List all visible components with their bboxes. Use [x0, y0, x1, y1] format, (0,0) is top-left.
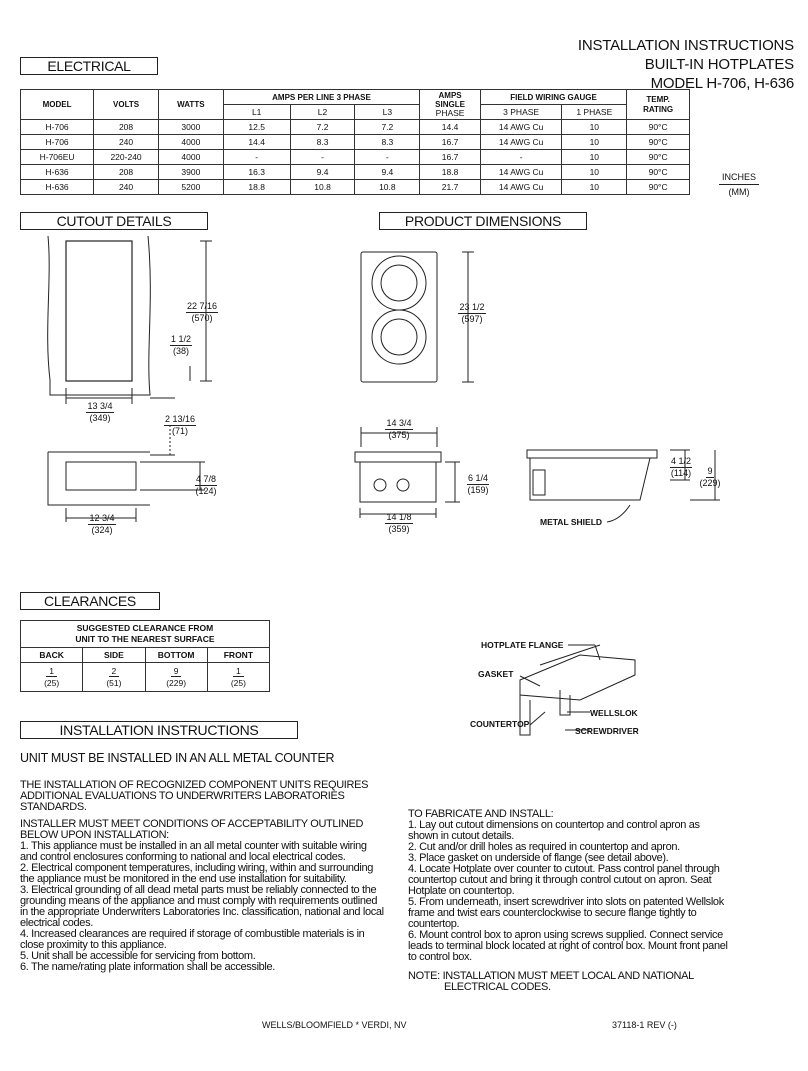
- table-cell: 14 AWG Cu: [480, 180, 562, 195]
- label-metal-shield: METAL SHIELD: [540, 517, 603, 527]
- col-l3: L3: [355, 105, 420, 120]
- col-watts: WATTS: [158, 90, 223, 120]
- step-4: 4. Locate Hotplate over counter to cutout. Pass control panel through countertop cutout and bring it through control cutout on apron. Seat Hotplate on countertop.: [408, 863, 720, 897]
- table-cell: 220-240: [94, 150, 159, 165]
- dim-apron-width: 12 3/4 (324): [89, 513, 115, 535]
- section-clearances: CLEARANCES: [20, 592, 160, 610]
- table-cell: 18.8: [223, 180, 290, 195]
- dim-control-box-height: 6 1/4 (159): [467, 473, 489, 495]
- condition-2: 2. Electrical component temperatures, including wiring, within and surrounding the appliance must be monitored in the end use installation for suitability.: [20, 862, 374, 885]
- title-line-1: INSTALLATION INSTRUCTIONS: [577, 37, 794, 54]
- install-para-2: INSTALLER MUST MEET CONDITIONS OF ACCEPTABILITY OUTLINED BELOW UPON INSTALLATION:: [20, 818, 364, 841]
- table-cell: 14.4: [420, 120, 481, 135]
- table-cell: 12.5: [223, 120, 290, 135]
- table-cell: H-636: [21, 165, 94, 180]
- install-heading: UNIT MUST BE INSTALLED IN AN ALL METAL COUNTER: [20, 751, 335, 765]
- title-line-3: MODEL H-706, H-636: [650, 75, 794, 92]
- footer-doc-number: 37118-1 REV (-): [612, 1020, 677, 1030]
- fabricate-instructions: [408, 809, 728, 993]
- table-cell: 10: [562, 150, 627, 165]
- clr-back: 1 (25): [21, 663, 83, 692]
- col-l1: L1: [223, 105, 290, 120]
- table-cell: H-636: [21, 180, 94, 195]
- condition-5: 5. Unit shall be accessible for servicing from bottom.: [20, 950, 256, 962]
- dim-side-small: 4 1/2 (114): [670, 456, 692, 478]
- condition-6: 6. The name/rating plate information shall be accessible.: [20, 961, 276, 973]
- table-cell: 3900: [158, 165, 223, 180]
- dim-cutout-width: 13 3/4 (349): [87, 401, 113, 423]
- table-cell: 3000: [158, 120, 223, 135]
- table-cell: H-706: [21, 135, 94, 150]
- dim-product-length: 23 1/2 (597): [459, 302, 485, 324]
- table-cell: 5200: [158, 180, 223, 195]
- condition-3: 3. Electrical grounding of all dead metal parts must be reliably connected to the grounding means of the appliance and must comply with requirements outlined in the appropriate Underwriters Laboratories Inc. classification, national and local electrical codes.: [20, 884, 384, 929]
- clr-front: 1 (25): [207, 663, 269, 692]
- table-cell: 9.4: [290, 165, 355, 180]
- table-cell: 90°C: [627, 165, 690, 180]
- clr-col-back: BACK: [21, 648, 83, 663]
- col-field-wiring: FIELD WIRING GAUGE: [480, 90, 626, 105]
- dim-cutout-offset: 2 13/16 (71): [164, 414, 196, 436]
- table-cell: 7.2: [355, 120, 420, 135]
- table-cell: 10: [562, 135, 627, 150]
- install-para-1: THE INSTALLATION OF RECOGNIZED COMPONENT UNITS REQUIRES ADDITIONAL EVALUATIONS TO UNDERWRITERS LABORATORIES STANDARDS.: [20, 779, 369, 813]
- step-5: 5. From underneath, insert screwdriver into slots on patented Wellslok frame and twist ears counterclockwise to secure flange tightly to countertop.: [408, 896, 724, 930]
- section-cutout-details: CUTOUT DETAILS: [20, 212, 208, 230]
- table-cell: 8.3: [290, 135, 355, 150]
- table-cell: 16.3: [223, 165, 290, 180]
- footer-company: WELLS/BLOOMFIELD * VERDI, NV: [262, 1020, 407, 1030]
- table-cell: 4000: [158, 135, 223, 150]
- table-cell: 14 AWG Cu: [480, 165, 562, 180]
- section-product-dimensions: PRODUCT DIMENSIONS: [379, 212, 587, 230]
- install-note: NOTE: INSTALLATION MUST MEET LOCAL AND NATIONAL ELECTRICAL CODES.: [408, 970, 694, 993]
- table-cell: 21.7: [420, 180, 481, 195]
- table-cell: 14 AWG Cu: [480, 135, 562, 150]
- table-cell: 208: [94, 120, 159, 135]
- table-cell: 240: [94, 180, 159, 195]
- clearances-header: SUGGESTED CLEARANCE FROM UNIT TO THE NEAREST SURFACE: [21, 621, 270, 648]
- step-6: 6. Mount control box to apron using screws supplied. Connect service leads to terminal block located at right of control box. Mount front panel to control box.: [408, 929, 728, 963]
- table-cell: 14.4: [223, 135, 290, 150]
- clr-col-bottom: BOTTOM: [145, 648, 207, 663]
- table-cell: 90°C: [627, 135, 690, 150]
- units-mm: (MM): [728, 187, 750, 197]
- table-cell: -: [355, 150, 420, 165]
- step-1: 1. Lay out cutout dimensions on countertop and control apron as shown in cutout details.: [408, 819, 700, 842]
- col-model: MODEL: [21, 90, 94, 120]
- fabricate-heading: TO FABRICATE AND INSTALL:: [408, 808, 554, 820]
- table-cell: 240: [94, 135, 159, 150]
- col-3phase: 3 PHASE: [480, 105, 562, 120]
- units-inches: INCHES: [719, 172, 759, 185]
- table-cell: 90°C: [627, 120, 690, 135]
- install-conditions: [20, 780, 385, 973]
- dim-product-width: 14 3/4 (375): [386, 418, 412, 440]
- section-installation-instructions: INSTALLATION INSTRUCTIONS: [20, 721, 298, 739]
- table-cell: 16.7: [420, 135, 481, 150]
- label-gasket: GASKET: [478, 669, 514, 679]
- clr-col-side: SIDE: [83, 648, 145, 663]
- table-cell: 9.4: [355, 165, 420, 180]
- col-volts: VOLTS: [94, 90, 159, 120]
- label-screwdriver: SCREWDRIVER: [575, 726, 639, 736]
- step-3: 3. Place gasket on underside of flange (see detail above).: [408, 852, 669, 864]
- col-amps-single: AMPS SINGLE PHASE: [420, 90, 481, 120]
- dim-cutout-corner: 1 1/2 (38): [170, 334, 192, 356]
- table-cell: 10: [562, 180, 627, 195]
- dim-side-total: 9 (229): [699, 466, 721, 488]
- col-temp-rating: TEMP. RATING: [627, 90, 690, 120]
- section-electrical: ELECTRICAL: [20, 57, 158, 75]
- table-cell: -: [290, 150, 355, 165]
- clr-col-front: FRONT: [207, 648, 269, 663]
- dim-cutout-height: 22 7/16 (570): [186, 301, 218, 323]
- step-2: 2. Cut and/or drill holes as required in countertop and apron.: [408, 841, 680, 853]
- table-cell: -: [480, 150, 562, 165]
- col-amps-3phase: AMPS PER LINE 3 PHASE: [223, 90, 420, 105]
- col-1phase: 1 PHASE: [562, 105, 627, 120]
- table-cell: H-706EU: [21, 150, 94, 165]
- table-cell: 18.8: [420, 165, 481, 180]
- label-wellslok: WELLSLOK: [590, 708, 638, 718]
- table-cell: 208: [94, 165, 159, 180]
- table-cell: 10.8: [355, 180, 420, 195]
- table-cell: 16.7: [420, 150, 481, 165]
- dim-apron-height: 4 7/8 (124): [195, 474, 217, 496]
- table-cell: 4000: [158, 150, 223, 165]
- col-l2: L2: [290, 105, 355, 120]
- dim-control-box-width: 14 1/8 (359): [386, 512, 412, 534]
- table-cell: 14 AWG Cu: [480, 120, 562, 135]
- table-cell: 7.2: [290, 120, 355, 135]
- table-cell: 10: [562, 165, 627, 180]
- label-countertop: COUNTERTOP: [470, 719, 530, 729]
- title-line-2: BUILT-IN HOTPLATES: [644, 56, 794, 73]
- table-cell: H-706: [21, 120, 94, 135]
- table-cell: 90°C: [627, 180, 690, 195]
- label-hotplate-flange: HOTPLATE FLANGE: [481, 640, 564, 650]
- table-cell: 10.8: [290, 180, 355, 195]
- table-cell: 10: [562, 120, 627, 135]
- table-cell: 8.3: [355, 135, 420, 150]
- clr-bottom: 9 (229): [145, 663, 207, 692]
- clr-side: 2 (51): [83, 663, 145, 692]
- condition-1: 1. This appliance must be installed in an all metal counter with suitable wiring and control enclosures conforming to national and local electrical codes.: [20, 840, 367, 863]
- condition-4: 4. Increased clearances are required if storage of combustible materials is in close proximity to this appliance.: [20, 928, 365, 951]
- table-cell: 90°C: [627, 150, 690, 165]
- table-cell: -: [223, 150, 290, 165]
